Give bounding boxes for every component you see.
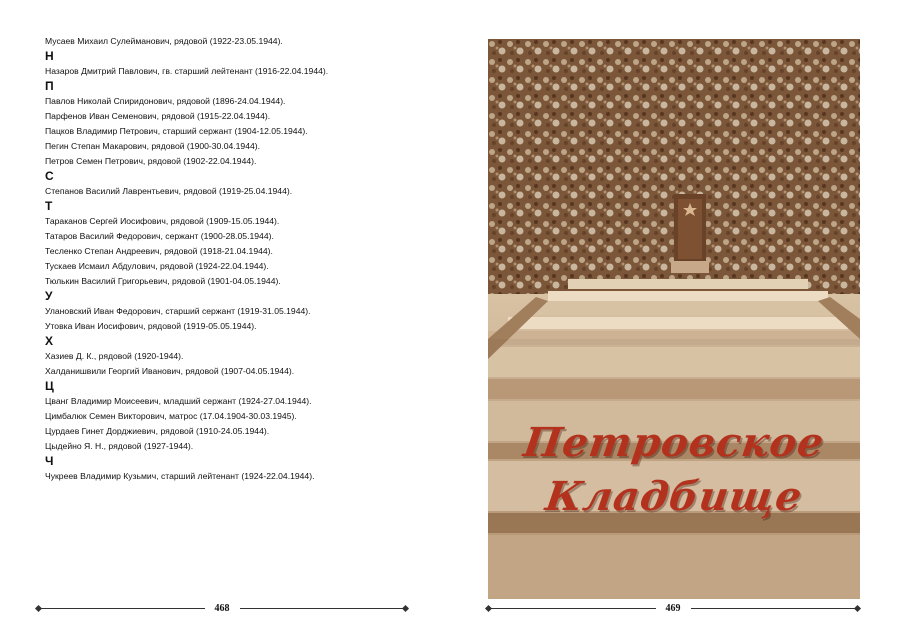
left-page-footer <box>36 600 408 616</box>
name-entry: Халданишвили Георгий Иванович, рядовой (1907-04.05.1944). <box>45 366 295 376</box>
name-entry: Улановский Иван Федорович, старший сержант (1919-31.05.1944). <box>45 306 311 316</box>
footer-rule-left <box>486 608 656 609</box>
section-letter: У <box>45 289 53 303</box>
name-entry: Петров Семен Петрович, рядовой (1902-22.04.1944). <box>45 156 257 166</box>
name-entry: Тараканов Сергей Иосифович, рядовой (1909-15.05.1944). <box>45 216 280 226</box>
name-entry: Хазиев Д. К., рядовой (1920-1944). <box>45 351 184 361</box>
name-entry: Парфенов Иван Семенович, рядовой (1915-22.04.1944). <box>45 111 271 121</box>
footer-rule-left <box>36 608 205 609</box>
name-entry: Утовка Иван Иосифович, рядовой (1919-05.05.1944). <box>45 321 257 331</box>
section-letter: Т <box>45 199 53 213</box>
name-entry: Мусаев Михаил Сулейманович, рядовой (1922-23.05.1944). <box>45 36 283 46</box>
section-letter: Х <box>45 334 54 348</box>
name-entry: Цванг Владимир Моисеевич, младший сержант (1924-27.04.1944). <box>45 396 312 406</box>
photo-title-line1: Петровское <box>520 419 828 466</box>
name-entry: Пегин Степан Макарович, рядовой (1900-30.04.1944). <box>45 141 261 151</box>
right-page-footer <box>486 600 860 616</box>
name-entry: Павлов Николай Спиридонович, рядовой (1896-24.04.1944). <box>45 96 286 106</box>
name-entry: Тускаев Исмаил Абдулович, рядовой (1924-22.04.1944). <box>45 261 269 271</box>
section-letter: Ч <box>45 454 54 468</box>
name-entry: Цурдаев Гинет Дорджиевич, рядовой (1910-24.05.1944). <box>45 426 270 436</box>
section-letter: Ц <box>45 379 54 393</box>
left-page <box>0 0 449 638</box>
footer-rule-right <box>240 608 409 609</box>
page-number-right: 469 <box>665 602 681 614</box>
page-number-left: 468 <box>214 602 230 614</box>
name-entry: Чукреев Владимир Кузьмич, старший лейтенант (1924-22.04.1944). <box>45 471 315 481</box>
name-entry: Татаров Василий Федорович, сержант (1900-28.05.1944). <box>45 231 274 241</box>
name-list <box>45 34 435 484</box>
name-entry: Пацков Владимир Петрович, старший сержант (1904-12.05.1944). <box>45 126 308 136</box>
name-entry: Тюлькин Василий Григорьевич, рядовой (1901-04.05.1944). <box>45 276 281 286</box>
footer-rule-right <box>691 608 861 609</box>
name-entry: Назаров Дмитрий Павлович, гв. старший лейтенант (1916-22.04.1944). <box>45 66 329 76</box>
photo-title-line2: Кладбище <box>542 473 806 520</box>
name-entry: Цимбалюк Семен Викторович, матрос (17.04.1904-30.03.1945). <box>45 411 297 421</box>
section-letter: С <box>45 169 54 183</box>
section-letter: П <box>45 79 54 93</box>
name-entry: Степанов Василий Лаврентьевич, рядовой (1919-25.04.1944). <box>45 186 293 196</box>
section-letter: Н <box>45 49 54 63</box>
memorial-photo <box>488 39 860 599</box>
name-entry: Тесленко Степан Андреевич, рядовой (1918-21.04.1944). <box>45 246 273 256</box>
name-entry: Цыдейно Я. Н., рядовой (1927-1944). <box>45 441 194 451</box>
